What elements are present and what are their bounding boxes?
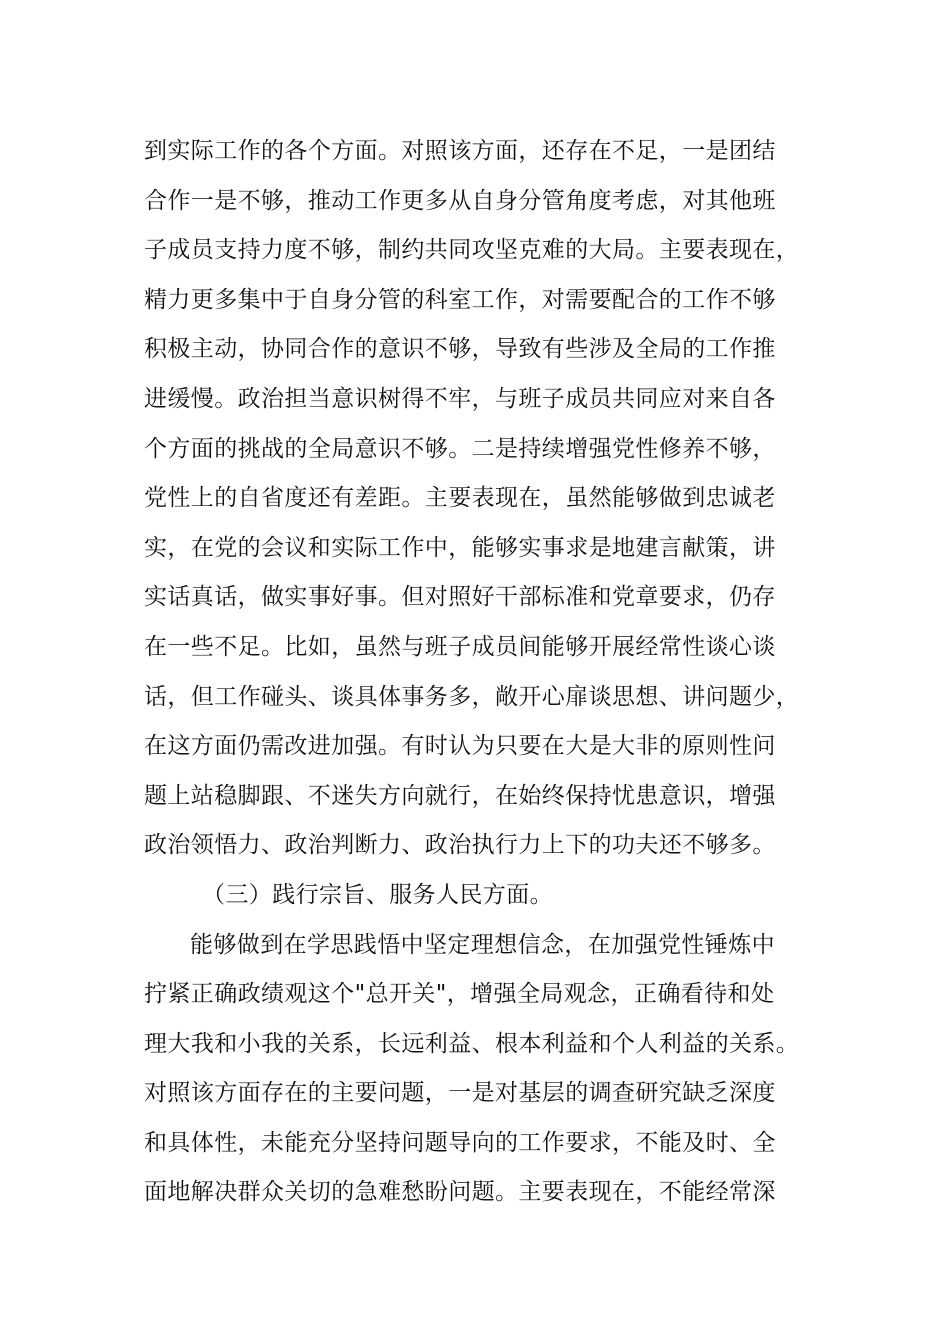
text-line: 在一些不足。比如，虽然与班子成员间能够开展经常性谈心谈 xyxy=(144,633,776,660)
section-heading: （三）践行宗旨、服务人民方面。 xyxy=(202,881,553,908)
text-line: 合作一是不够，推动工作更多从自身分管角度考虑，对其他班 xyxy=(144,187,776,214)
text-line: 到实际工作的各个方面。对照该方面，还存在不足，一是团结 xyxy=(144,138,776,164)
text-line: 党性上的自省度还有差距。主要表现在，虽然能够做到忠诚老 xyxy=(144,485,776,512)
text-line: 子成员支持力度不够，制约共同攻坚克难的大局。主要表现在， xyxy=(144,237,800,264)
document-body xyxy=(144,127,844,1218)
text-line: 面地解决群众关切的急难愁盼问题。主要表现在，不能经常深 xyxy=(144,1179,776,1206)
text-line: 拧紧正确政绩观这个"总开关"，增强全局观念，正确看待和处 xyxy=(144,981,775,1008)
text-line: 理大我和小我的关系，长远利益、根本利益和个人利益的关系。 xyxy=(144,1030,800,1057)
text-line: 个方面的挑战的全局意识不够。二是持续增强党性修养不够， xyxy=(144,435,776,462)
text-line: 对照该方面存在的主要问题，一是对基层的调查研究缺乏深度 xyxy=(144,1080,776,1107)
text-line: 和具体性，未能充分坚持问题导向的工作要求，不能及时、全 xyxy=(144,1129,776,1156)
text-line: 积极主动，协同合作的意识不够，导致有些涉及全局的工作推 xyxy=(144,336,776,363)
text-line: 精力更多集中于自身分管的科室工作，对需要配合的工作不够 xyxy=(144,286,776,313)
text-line: 进缓慢。政治担当意识树得不牢，与班子成员共同应对来自各 xyxy=(144,385,776,412)
text-line: 题上站稳脚跟、不迷失方向就行，在始终保持忧患意识，增强 xyxy=(144,782,776,809)
text-line: 实，在党的会议和实际工作中，能够实事求是地建言献策，讲 xyxy=(144,534,776,561)
text-line: 实话真话，做实事好事。但对照好干部标准和党章要求，仍存 xyxy=(144,584,776,611)
text-line: 政治领悟力、政治判断力、政治执行力上下的功夫还不够多。 xyxy=(144,832,776,859)
text-line: 在这方面仍需改进加强。有时认为只要在大是大非的原则性问 xyxy=(144,733,776,760)
text-line: 话，但工作碰头、谈具体事务多，敞开心扉谈思想、讲问题少， xyxy=(144,683,800,710)
paragraph-first-line: 能够做到在学思践悟中坚定理想信念，在加强党性锤炼中 xyxy=(190,931,775,958)
